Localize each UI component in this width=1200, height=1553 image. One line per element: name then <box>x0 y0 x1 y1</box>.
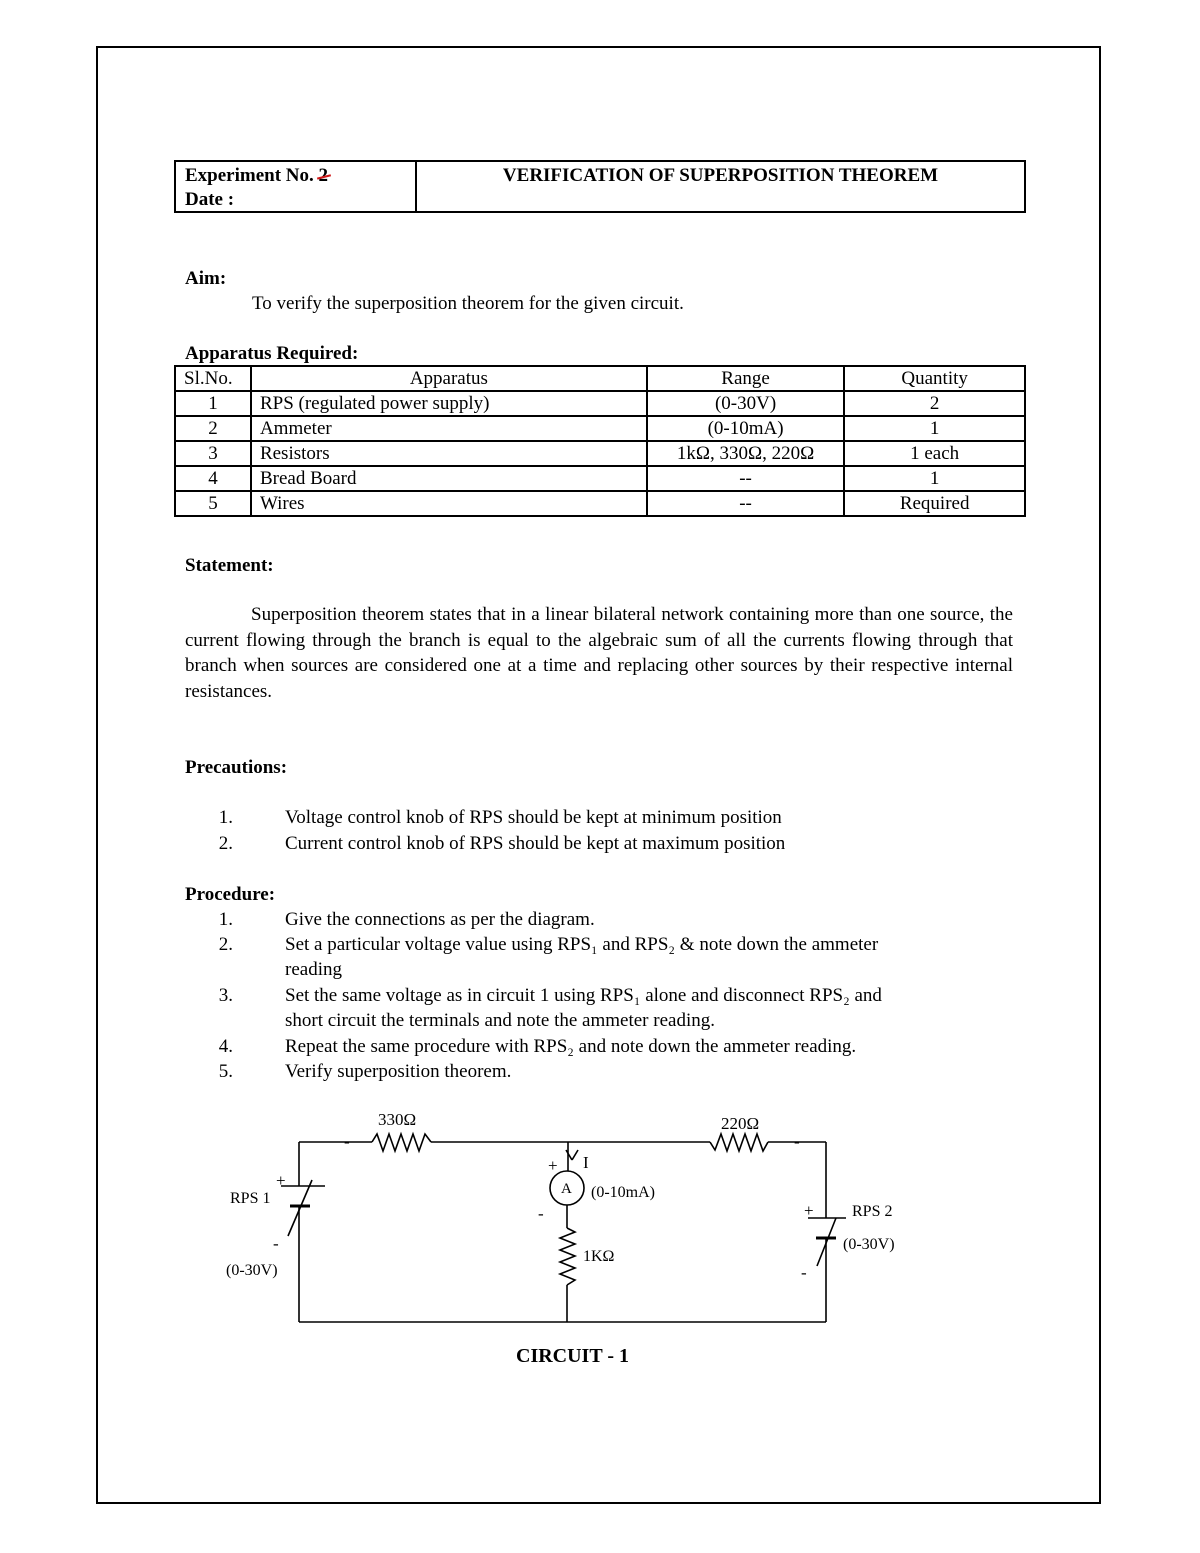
item-text: Give the connections as per the diagram. <box>285 909 595 930</box>
experiment-title: VERIFICATION OF SUPERPOSITION THEOREM <box>502 165 939 186</box>
cell-apparatus: Wires <box>251 491 647 516</box>
current-arrow <box>572 1150 578 1160</box>
cell-sl: 2 <box>175 416 251 441</box>
circuit-caption: CIRCUIT - 1 <box>516 1345 629 1367</box>
plus-sign: + <box>548 1156 558 1175</box>
cell-quantity: 2 <box>844 391 1025 416</box>
resistor-330-symbol <box>372 1134 431 1151</box>
statement-body: Superposition theorem states that in a linear bilateral network containing more than one source, the current flowing through the branch is equal to the algebraic sum of all the currents flowing through that branch when sources are considered one at a time and replacing other sources by their respective internal resistances. <box>185 604 1013 702</box>
cell-range: (0-30V) <box>647 391 845 416</box>
rps1-range: (0-30V) <box>226 1262 278 1279</box>
item-number: 2. <box>218 934 233 955</box>
item-number: 3. <box>218 985 233 1006</box>
item-text: Current control knob of RPS should be kept at maximum position <box>285 833 786 854</box>
precautions-heading: Precautions: <box>185 757 288 778</box>
statement-heading: Statement: <box>185 555 274 576</box>
item-number: 2. <box>218 833 233 854</box>
rps2-range: (0-30V) <box>843 1236 895 1253</box>
column-header: Range <box>647 366 845 391</box>
rps1-label: RPS 1 <box>230 1190 271 1207</box>
cell-apparatus: Resistors <box>251 441 647 466</box>
plus-sign: + <box>804 1201 814 1220</box>
minus-sign: - <box>538 1204 544 1223</box>
cell-range: -- <box>647 466 845 491</box>
resistor-220-label: 220Ω <box>721 1114 760 1133</box>
experiment-label: Experiment No. <box>185 165 314 186</box>
resistor-330-label: 330Ω <box>378 1110 417 1129</box>
aim-text: To verify the superposition theorem for the given circuit. <box>252 293 684 314</box>
resistor-220-symbol <box>710 1134 768 1151</box>
item-number: 5. <box>218 1061 233 1082</box>
cell-sl: 1 <box>175 391 251 416</box>
apparatus-heading: Apparatus Required: <box>185 343 359 364</box>
cell-quantity: 1 <box>844 466 1025 491</box>
item-text: reading <box>285 959 342 980</box>
ammeter-symbol: A <box>561 1181 572 1197</box>
cell-sl: 4 <box>175 466 251 491</box>
column-header: Sl.No. <box>175 366 251 391</box>
variable-arrow <box>288 1180 312 1236</box>
cell-apparatus: Ammeter <box>251 416 647 441</box>
aim-heading: Aim: <box>185 268 227 289</box>
ammeter-range: (0-10mA) <box>591 1184 655 1201</box>
date-label: Date : <box>185 189 235 210</box>
item-number: 1. <box>218 807 233 828</box>
cell-sl: 5 <box>175 491 251 516</box>
resistor-1k-label: 1KΩ <box>583 1248 615 1265</box>
cell-quantity: 1 each <box>844 441 1025 466</box>
item-text: short circuit the terminals and note the ammeter reading. <box>285 1010 715 1031</box>
column-header: Quantity <box>844 366 1025 391</box>
cell-range: -- <box>647 491 845 516</box>
minus-sign: - <box>273 1234 279 1253</box>
column-header: Apparatus <box>251 366 647 391</box>
rps2-label: RPS 2 <box>852 1203 893 1220</box>
item-text: Set the same voltage as in circuit 1 using RPS₁ alone and disconnect RPS₂ and <box>285 985 882 1006</box>
minus-sign: - <box>801 1263 807 1282</box>
cell-apparatus: RPS (regulated power supply) <box>251 391 647 416</box>
experiment-number: 2 <box>318 165 329 186</box>
item-number: 4. <box>218 1036 233 1057</box>
cell-sl: 3 <box>175 441 251 466</box>
current-label: I <box>583 1153 589 1172</box>
item-text: Repeat the same procedure with RPS₂ and note down the ammeter reading. <box>285 1036 857 1057</box>
minus-sign: - <box>794 1132 800 1151</box>
procedure-heading: Procedure: <box>185 884 276 905</box>
cell-quantity: 1 <box>844 416 1025 441</box>
item-text: Verify superposition theorem. <box>285 1061 512 1082</box>
minus-sign: - <box>344 1132 350 1151</box>
item-text: Voltage control knob of RPS should be kept at minimum position <box>285 807 782 828</box>
cell-quantity: Required <box>844 491 1025 516</box>
cell-range: (0-10mA) <box>647 416 845 441</box>
current-arrow <box>566 1150 572 1160</box>
cell-range: 1kΩ, 330Ω, 220Ω <box>647 441 845 466</box>
resistor-1k-symbol <box>560 1228 575 1285</box>
cell-apparatus: Bread Board <box>251 466 647 491</box>
item-number: 1. <box>218 909 233 930</box>
plus-sign: + <box>276 1171 286 1190</box>
item-text: Set a particular voltage value using RPS₁ and RPS₂ & note down the ammeter <box>285 934 879 955</box>
